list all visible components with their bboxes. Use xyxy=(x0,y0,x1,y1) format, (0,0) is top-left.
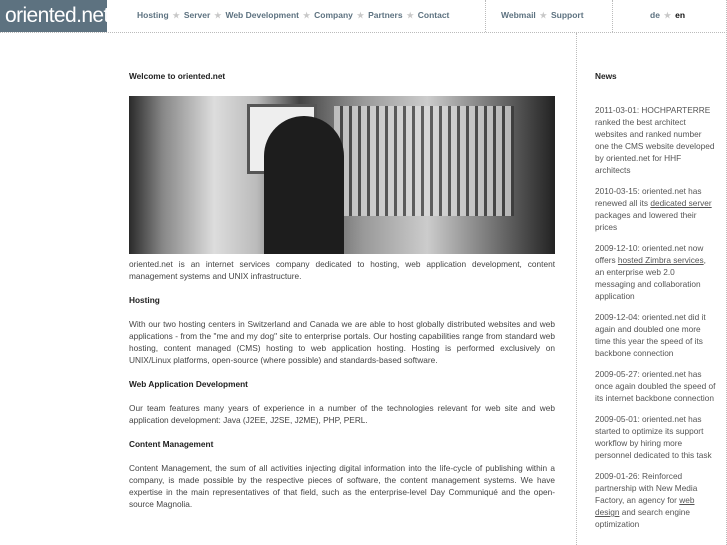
news-item xyxy=(595,368,717,404)
sidebar-divider xyxy=(576,33,577,545)
news-text: 2009-12-10: oriented.net now offers xyxy=(595,243,704,265)
nav-hosting[interactable]: Hosting xyxy=(137,10,169,20)
divider xyxy=(485,0,486,32)
main-content xyxy=(129,70,555,522)
secondary-nav xyxy=(501,10,584,20)
nav-web-development[interactable]: Web Development xyxy=(225,10,299,20)
news-text: 2009-05-01: oriented.net has started to optimize its support workflow by hiring more personnel dedicated to this task xyxy=(595,414,712,460)
lang-de[interactable]: de xyxy=(650,10,660,20)
news-text: 2009-12-04: oriented.net did it again and doubled one more time this year the speed of its backbone connection xyxy=(595,312,706,358)
logo[interactable]: oriented.net xyxy=(0,0,107,32)
news-item xyxy=(595,185,717,233)
news-item xyxy=(595,242,717,302)
nav-server[interactable]: Server xyxy=(183,10,211,20)
star-icon: ★ xyxy=(356,10,365,20)
language-switch xyxy=(650,10,685,20)
nav-company[interactable]: Company xyxy=(314,10,353,20)
nav-support[interactable]: Support xyxy=(550,10,584,20)
main-nav xyxy=(137,10,449,20)
star-icon: ★ xyxy=(663,10,672,20)
news-text: , an enterprise web 2.0 messaging and collaboration application xyxy=(595,255,706,301)
nav-contact[interactable]: Contact xyxy=(417,10,450,20)
news-text: 2009-01-26: Reinforced partnership with New Media Factory, an agency for xyxy=(595,471,698,505)
news-text: 2009-05-27: oriented.net has once again doubled the speed of its internet backbone connection xyxy=(595,369,716,403)
news-item xyxy=(595,413,717,461)
news-link[interactable]: web design xyxy=(595,495,695,517)
nav-webmail[interactable]: Webmail xyxy=(501,10,536,20)
news-item xyxy=(595,311,717,359)
news-link[interactable]: dedicated server xyxy=(650,198,712,208)
intro-text: oriented.net is an internet services company dedicated to hosting, web application development, content management systems and UNIX infrastructure. xyxy=(129,259,555,281)
news-text: packages and lowered their prices xyxy=(595,210,697,232)
section-heading: Content Management xyxy=(129,439,214,449)
section-text: Our team features many years of experience in a number of the technologies relevant for web site and web application development: Java (J2EE, J2SE, J2ME), PHP, PERL. xyxy=(129,403,555,425)
section-heading: Hosting xyxy=(129,295,160,305)
news-text: 2010-03-15: oriented.net has renewed all its xyxy=(595,186,702,208)
star-icon: ★ xyxy=(172,10,180,20)
news-link[interactable]: hosted Zimbra services xyxy=(617,255,704,265)
header-divider xyxy=(0,32,727,33)
star-icon: ★ xyxy=(302,10,311,20)
star-icon: ★ xyxy=(539,10,547,20)
news-text: and search engine optimization xyxy=(595,507,691,529)
news-title: News xyxy=(595,71,617,81)
divider xyxy=(612,0,613,32)
news-item xyxy=(595,470,717,530)
section-heading: Web Application Development xyxy=(129,379,248,389)
page-title: Welcome to oriented.net xyxy=(129,71,226,81)
section-text: Content Management, the sum of all activities injecting digital information into the life-cycle of publishing within a company, is made possible by the respective pieces of software, the content management systems. We have expertise in the main representatives of that field, such as the enterprise-level Day Communiqué and the open-source Magnolia. xyxy=(129,463,555,509)
hero-photo xyxy=(129,96,555,254)
section-text: With our two hosting centers in Switzerland and Canada we are able to host globally distributed websites and web applications - from the "me and my dog" site to enterprise portals. Our hosting capabilities range from standard web hosting, content managed (CMS) hosting to web application hosting. Hosting is performed exclusively on UNIX/Linux platforms, open-source (where possible) and standards-based software. xyxy=(129,319,555,365)
news-sidebar xyxy=(595,70,717,539)
news-item xyxy=(595,104,717,176)
star-icon: ★ xyxy=(406,10,414,20)
nav-partners[interactable]: Partners xyxy=(368,10,403,20)
news-text: 2011-03-01: HOCHPARTERRE ranked the best architect websites and ranked number one the CMS website developed by oriented.net for HHF architects xyxy=(595,105,715,175)
star-icon: ★ xyxy=(214,10,222,20)
lang-en[interactable]: en xyxy=(675,10,686,20)
